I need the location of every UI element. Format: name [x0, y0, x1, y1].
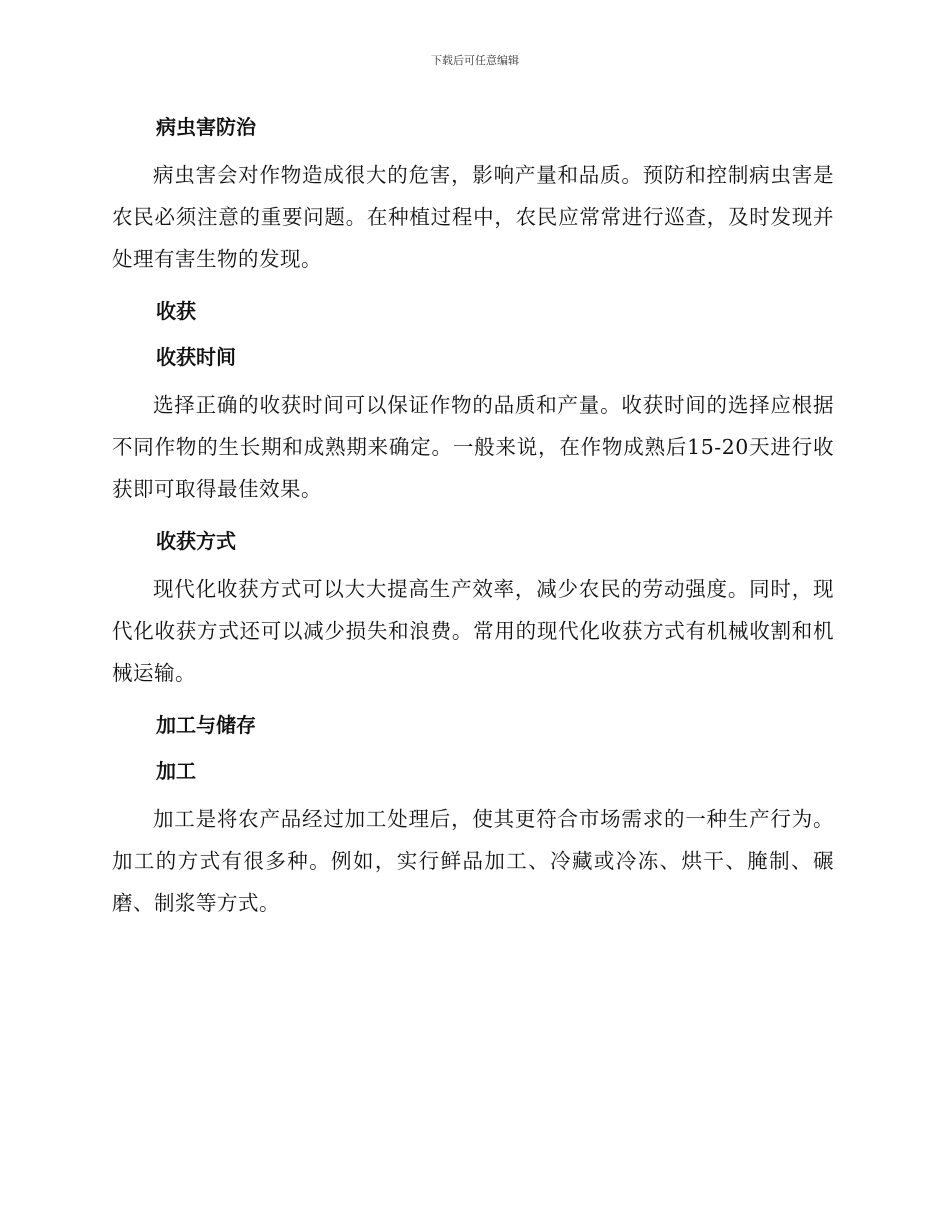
section-heading-harvest-method: 收获方式 — [156, 529, 236, 553]
section-heading-processing-storage: 加工与储存 — [156, 713, 256, 737]
section-heading-harvest: 收获 — [156, 299, 196, 323]
paragraph-processing: 加工是将农产品经过加工处理后，使其更符合市场需求的一种生产行为。加工的方式有很多种。例如，实行鲜品加工、冷藏或冷冻、烘干、腌制、碾磨、制浆等方式。 — [112, 807, 834, 915]
section-heading-pest-control: 病虫害防治 — [156, 115, 256, 139]
page-header: 下载后可任意编辑 — [431, 54, 519, 67]
document-body — [112, 108, 834, 924]
section-heading-harvest-time: 收获时间 — [156, 345, 236, 369]
paragraph-harvest-method: 现代化收获方式可以大大提高生产效率，减少农民的劳动强度。同时，现代化收获方式还可以减少损失和浪费。常用的现代化收获方式有机械收割和机械运输。 — [112, 577, 834, 685]
paragraph-pest-control: 病虫害会对作物造成很大的危害，影响产量和品质。预防和控制病虫害是农民必须注意的重要问题。在种植过程中，农民应常常进行巡查，及时发现并处理有害生物的发现。 — [112, 163, 834, 271]
paragraph-harvest-time: 选择正确的收获时间可以保证作物的品质和产量。收获时间的选择应根据不同作物的生长期和成熟期来确定。一般来说，在作物成熟后15-20天进行收获即可取得最佳效果。 — [112, 393, 834, 501]
section-heading-processing: 加工 — [156, 759, 196, 783]
